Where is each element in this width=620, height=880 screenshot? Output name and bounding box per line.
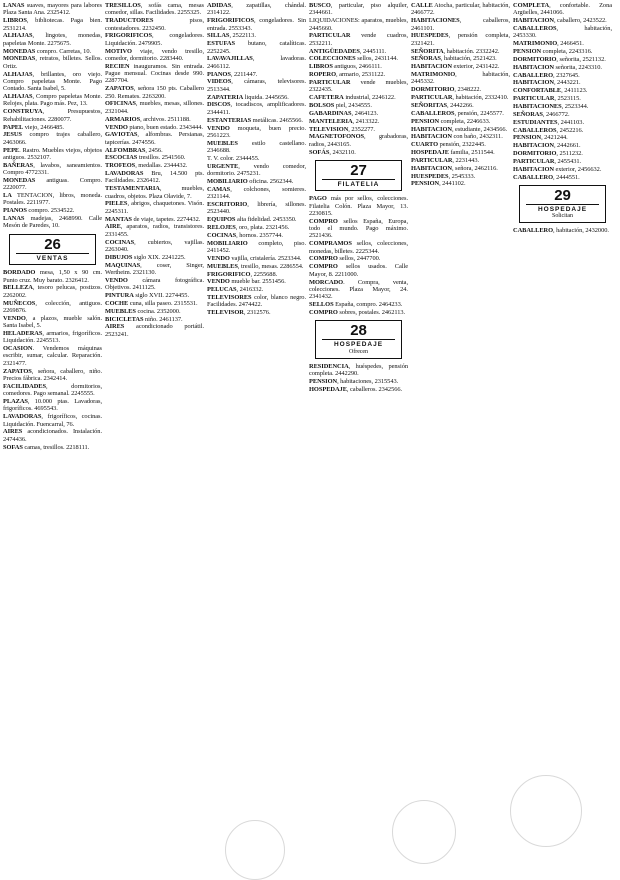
section-number: 29 [554,186,571,204]
classified-ad: ARMARIOS, archivos. 2511188. [105,115,191,123]
section-header [315,160,402,191]
classified-ad: LAVADORAS, frigoríficos, cocinas. Liquidación. Fuencarral, 76. [3,413,102,428]
classified-ad: ZAPATOS, señora, caballero, niño. Precios fábrica. 2342414. [3,367,102,382]
classified-ad: HOSPEDAJE, caballeros. 2342566. [309,385,403,393]
classified-ad: HABITACION, 2443221. [513,79,581,87]
classified-ad: SEÑORAS, habitación, 2521423. [411,55,497,63]
classified-ad: LAVADORAS Bru, 14.500 pts. Facilidades. 2326412. [105,170,204,185]
classified-ad: PARTICULAR, 2231443. [411,156,480,164]
classified-ad: URGENTE, vendo comedor, dormitorio. 2475231. [207,162,306,178]
classified-ad: SILLAS, 2522113. [207,32,256,40]
classified-ad: OFICINAS, muebles, mesas, sillones. 2321044. [105,100,204,115]
classified-ad: LANAS madejas, 2468990. Calle Mesón de Paredes, 10. [3,215,102,230]
classified-ad: ESTUFAS butano, catalíticas. 2252245. [207,40,306,55]
classified-ad: ANTIGÜEDADES, 2445111. [309,47,387,55]
classified-ad: HABITACION, señora, 2462116. [411,164,498,172]
classified-ad: LANAS suaves, mayores para labores Plaza Santa Ana. 2325412. [3,2,102,17]
classified-ad: COCINAS, hornos. 2357744. [207,231,283,239]
section-subtitle: Solicitan [552,213,573,220]
classified-ad: HUESPEDES, 2545333. [411,172,476,180]
classified-ad: CABALLERO, 2444551. [513,173,580,181]
classified-ad: TRADUCTORES pisos, contestadores. 2232450. [105,17,204,32]
classified-ad: COMPRO sellos usados. Calle Mayor, 8. 2211000. [309,263,408,278]
archive-stamp-1 [392,800,456,864]
classified-ad: GAVIOTAS, alfombras. Persianas, tapicerías. 2474556. [105,131,204,146]
classified-ad: MORCADO. Compra, venta, colecciones. Plaza Mayor, 24. 2341432. [309,278,408,301]
classified-ad: ZAPATOS, señora 150 pts. Caballero 250. Remates. 2263200. [105,85,204,100]
classified-ad: LAVAVAJILLAS, lavadoras. 2466112. [207,55,306,70]
classified-ad: ROPERO, armario, 2531122. [309,71,386,79]
classified-ad: MONEDAS antiguas. Compro. 2220077. [3,176,102,192]
classified-ad: AIRE, aparatos, radios, transistores. 2331455. [105,223,204,238]
classified-ad: SEÑORITA, habitación. 2332242. [411,47,500,55]
classified-ad: PENSION, 2421244. [513,134,568,142]
classified-ad: LIBROS antiguos, 2466111. [309,63,382,71]
classified-ad: LA TENTACION, libros, moneda. Postales. 2211977. [3,192,102,207]
classified-ad: PIANOS, 2211447. [207,70,258,78]
classified-ad: CUARTO pensión, 2322445. [411,141,486,149]
classified-ad: PAPEL viejo, 2466485. [3,123,64,131]
classified-ad: LIBROS, bibliotecas. Paga bien. 2531214. [3,17,102,32]
section-label: FILATELIA [322,179,395,188]
classified-ad: VENDO vajilla, cristalería. 2523344. [207,254,302,262]
section-header [519,185,606,223]
classified-ad: COMPRO sellos España, Europa, todo el mundo. Pago máximo. 2521436. [309,217,408,240]
classified-ad: JESUS compro trajes caballero, 2463066. [3,131,102,146]
classified-ad: FRIGORIFICOS, congeladores. Sin entrada. 2553343. [207,17,306,32]
archive-stamp-3 [225,820,285,880]
classified-ad: BELLEZA, tesoro pelucas, postizos. 2262002. [3,284,102,299]
classified-ad: MUEBLES, tresillo, mesas. 2286554. [207,262,304,270]
classified-ad: PINTURA siglo XVII. 2274455. [105,292,189,300]
classified-ad: HOSPEDAJE familia, 2511544. [411,149,495,157]
classified-ad: PLAZAS, 10.000 ptas. Lavadoras, frigoríficos. 4695543. [3,398,102,413]
classified-ad: DIBUJOS siglo XIX. 2241225. [105,253,186,261]
classified-page [3,2,617,843]
classified-ad: HABITACION señorita, 2243310. [513,63,602,71]
classified-ad: TROFEOS, medallas. 2344432. [105,162,188,170]
classified-ad: DORMITORIO, 2511232. [513,150,583,158]
classified-ad: MAQUINAS, coser, Singer, Wertheim. 2321130. [105,261,204,277]
classified-ad: HELADERAS, armarios, frigoríficos. Liquidación. 2245513. [3,329,102,345]
classified-ad: SEÑORITAS, 2442266. [411,101,474,109]
classified-ad: PENSION, 2441102. [411,180,466,188]
classified-ad: DORMITORIO, señorita, 2521132. [513,55,606,63]
classified-ad: PELUCAS, 2416332. [207,286,264,294]
classified-ad: CABALLERO, 2327645. [513,71,580,79]
section-label: HOSPEDAJE [322,339,395,348]
classified-ad: VENDO piano, buen estado. 2343444. [105,123,203,131]
classified-ad: BOLSOS piel, 2434555. [309,101,372,109]
classified-ad: RECIEN inauguramos. Sin entrada. Pague mensual. Cocinas desde 990. 2287704. [105,62,204,85]
classified-ad: MUÑECOS, colección, antiguos. 2269876. [3,299,102,314]
classified-ad: PARTICULAR, 2455431. [513,157,582,165]
section-subtitle: Ofrecen [349,348,368,355]
classified-ad: MONEDAS compro. Carretas, 10. [3,47,92,55]
classified-ad: COMPRO sobres, postales. 2462113. [309,308,406,316]
classified-ad: DISCOS, tocadiscos, amplificadores. 2344411. [207,101,306,116]
classified-ad: COMPLETA, confortable. Zona Argüelles, 2441066. [513,2,612,17]
classified-ad: DORMITORIO, 2348222. [411,86,482,94]
classified-ad: COLECCIONES sellos, 2431144. [309,55,398,63]
classified-ad: PARTICULAR, habitación, 2332410. [411,94,509,102]
classified-ad: GABARDINAS, 2464123. [309,109,379,117]
classified-ad: HABITACION con baño, 2432311. [411,133,503,141]
section-label: VENTAS [16,253,89,262]
classified-ad: VENDO cámara fotográfica. Objetivos. 2411125. [105,276,204,292]
section-number: 28 [350,322,367,340]
classified-ad: HABITACION exterior, 2456632. [513,165,602,173]
classified-ad: SELLOS España, compro. 2464233. [309,301,403,309]
classified-ad: BUSCO, particular, piso alquiler, 2344661. [309,2,408,17]
classified-ad: PENSION, habitaciones, 2315543. [309,377,399,385]
classified-ad: AIRES acondicionado portátil. 2523241. [105,323,204,338]
classified-ad: MUEBLES cocina. 2352000. [105,307,181,315]
classified-ad: CONFORTABLE, 2411123. [513,87,588,95]
classified-ad: BICICLETAS niño. 2461137. [105,315,183,323]
classified-ad: MATRIMONIO, 2466451. [513,40,584,48]
classified-ad: COCINAS, cubiertos, vajillas. 2263040. [105,238,204,253]
classified-ad: ESTANTERIAS metálicas. 2465566. [207,116,303,124]
classified-ad: HABITACION exterior, 2431422. [411,63,500,71]
classified-ad: HABITACIONES, caballeros, 2461101. [411,17,510,32]
classified-ad: PAGO más por sellos, colecciones. Filatelia Colón. Plaza Mayor, 13. 2230815. [309,195,408,217]
classified-ad: MAGNETOFONOS, grabadoras, radios, 2443165. [309,133,408,148]
classified-ad: SOFAS camas, tresillos. 2218111. [3,443,90,451]
classified-ad: T. V. color. 2344455. [207,154,260,162]
classified-ad: ALHAJAS, brillantes, oro viejo. Compro papeletas Monte. Pago Contado. Santa Isabel, 5. [3,70,102,93]
section-number: 27 [350,161,367,179]
classified-ad: FRIGORIFICOS, congeladores. Liquidación. 2479905. [105,32,204,47]
classified-ad: TRESILLOS, sofás cama, mesas comedor, sillas. Facilidades. 2255325. [105,2,204,17]
classified-ad: COCHE cuna, silla paseo. 2315531. [105,299,198,307]
classified-ad: HABITACIONES, 2523344. [513,102,589,110]
classified-ad: RELOJES, oro, plata. 2321456. [207,223,290,231]
classified-ad: RESIDENCIA, huéspedes, pensión completa. 2442290. [309,362,408,377]
classified-ad: PARTICULAR, 2523115. [513,95,581,103]
classified-ad: PARTICULAR vende cuadros, 2532211. [309,32,408,47]
classified-ad: MANTAS de viaje, tapetes. 2274432. [105,215,201,223]
classified-ad: VIDEOS, cámaras, televisores. 2513344. [207,78,306,93]
classified-ad: HABITACION, estudiante, 2434566. [411,125,508,133]
classified-ad: ADIDAS, zapatillas, chándal. 2314122. [207,2,306,17]
classified-ad: CAFETERA industrial, 2246122. [309,94,396,102]
classified-ad: FRIGORIFICO, 2255688. [207,270,278,278]
classified-ad: PENSION completa, 2243316. [513,48,593,56]
column-3 [207,2,306,843]
classified-ad: ESCOCIAS tresillos. 2541560. [105,154,186,162]
classified-ad: SOFÁS, 2432110. [309,148,356,156]
classified-ad: CABALLEROS, pensión, 2245577. [411,109,504,117]
section-label: HOSPEDAJE [526,204,599,213]
classified-ad: MOBILIARIO oficina. 2562344. [207,177,294,185]
classified-ad: PEPE. Rastro. Muebles viejos, objetos antiguos. 2532107. [3,146,102,161]
classified-ad: BORDADO mesa, 1,50 x 90 cm. Punto cruz. Muy barato. 2326412. [3,269,102,284]
classified-ad: ESCRITORIO, librería, sillones. 2523440. [207,200,306,216]
classified-ad: CABALLEROS, habitación, 2453330. [513,25,612,40]
classified-ad: MOBILIARIO completo, piso. 2411452. [207,239,306,254]
classified-ad: HABITACION, caballero, 2423522. [513,17,607,25]
archive-stamp-2 [510,775,582,847]
classified-ad: ALFOMBRAS, 2456. [105,146,163,154]
classified-ad: TELEVISOR, 2312576. [207,309,271,317]
section-header [315,320,402,358]
classified-ad: LIQUIDACIONES: aparatos, muebles, 2445660. [309,17,408,32]
classified-ad: CABALLEROS, 2452216. [513,126,584,134]
column-5 [411,2,510,843]
classified-ad: COMPRAMOS sellos, colecciones, monedas, billetes. 2225344. [309,240,408,255]
classified-ad: HUESPEDES, pensión completa, 2321421. [411,32,510,47]
classified-ad: PENSION completa, 2246633. [411,117,491,125]
classified-ad: AIRES acondicionados. Instalación. 2474436. [3,428,102,443]
classified-ad: VENDO moqueta, buen precio. 2561223. [207,124,306,139]
classified-ad: ALHAJAS, Compro papeletas Monte. Relojes, plata. Pago más. Pez, 13. [3,93,102,108]
classified-ad: CABALLERO, habitación, 2432000. [513,227,609,235]
classified-ad: CONSTRUYA, Presupuestos, Rehabilitaciones. 2280077. [3,108,102,123]
classified-ad: CALLE Atocha, particular, habitación, 2466772. [411,2,510,17]
classified-ad: OCASION. Vendemos máquinas escribir, sumar, calcular. Reparación. 2321477. [3,345,102,367]
classified-ad: PARTICULAR vende muebles, 2322435. [309,78,408,94]
classified-ad: PIELES, abrigos, chaquetones. Visón. 2245311. [105,200,204,215]
classified-ad: ALHAJAS, lingotes, monedas, papeletas Monte. 2275675. [3,32,102,47]
section-number: 26 [44,235,61,253]
classified-ad: TESTAMENTARIA, muebles, cuadros, objetos. Plaza Olavide, 7. [105,185,204,200]
column-4 [309,2,408,843]
classified-ad: MATRIMONIO, habitación, 2445332. [411,71,510,86]
classified-ad: TELEVISORES color, blanco negro. Facilidades. 2474422. [207,294,306,309]
classified-ad: MOTIVO viaje, vendo tresillo, comedor, dormitorio. 2283440. [105,47,204,62]
column-2 [105,2,204,843]
column-1 [3,2,102,843]
classified-ad: MUEBLES estilo castellano. 2346688. [207,139,306,155]
classified-ad: COMPRO sellos, 2447700. [309,255,381,263]
classified-ad: EQUIPOS alta fidelidad. 2453350. [207,216,297,224]
classified-ad: ESTUDIANTES, 2441103. [513,118,584,126]
classified-ad: CAMAS, colchones, somieres. 2321144. [207,185,306,201]
classified-ad: MANTELERIA, 2413322. [309,117,380,125]
column-6 [513,2,612,843]
classified-ad: FACILIDADES, dormitorios, comedores. Pago semanal. 2245555. [3,382,102,398]
classified-ad: VENDO mueble bar. 2551456. [207,278,286,286]
classified-ad: MONEDAS, retratos, billetes. Sellos. Ortiz. [3,55,102,70]
classified-ad: VENDO, a plazos, mueble salón. Santa Isabel, 5. [3,314,102,330]
classified-ad: SEÑORAS, 2466772. [513,110,570,118]
classified-ad: ZAPATERIA liquida. 2445656. [207,93,289,101]
classified-ad: HABITACION, 2442661. [513,142,581,150]
section-header [9,234,96,265]
classified-ad: PIANOS compro. 2534522. [3,207,75,215]
classified-ad: TELEVISION, 2352277. [309,125,375,133]
classified-ad: BAÑERAS, lavabos, saneamientos. Compro 4772331. [3,161,102,177]
